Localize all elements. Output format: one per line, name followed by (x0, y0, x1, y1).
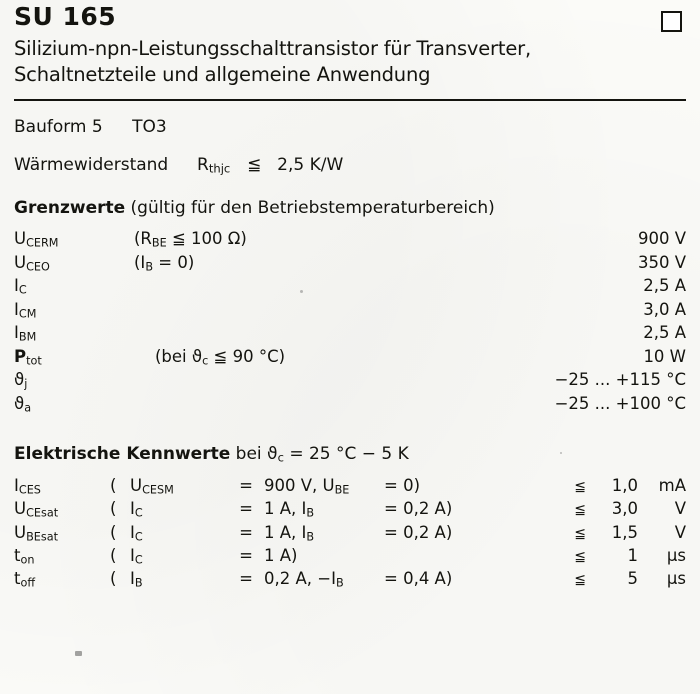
table-row (14, 228, 686, 251)
param-paren: ( (110, 545, 117, 565)
limit-condition: ($R_{BE}$ ≦ 100 Ω) (134, 229, 247, 250)
param-value: 1 (627, 545, 638, 565)
table-row (14, 474, 686, 497)
param-cond-2: 1 A, $I_B$ (264, 522, 315, 543)
limit-symbol: $I_{BM}$ (14, 323, 37, 344)
param-symbol: $I_{CES}$ (14, 475, 41, 497)
param-eq: = (239, 499, 253, 519)
limits-heading-bold: Grenzwerte (14, 197, 126, 218)
limit-symbol: $ϑ_j$ (14, 370, 28, 391)
param-value: 1,0 (611, 475, 638, 495)
scan-speck (300, 290, 303, 293)
bauform-row (14, 117, 686, 138)
param-symbol: $t_{on}$ (14, 545, 35, 567)
limit-condition (134, 275, 555, 298)
subtitle (14, 36, 686, 87)
bauform-value: TO3 (132, 117, 167, 138)
param-eq: = (239, 545, 253, 565)
table-row (14, 322, 686, 345)
limit-value: 2,5 A (643, 276, 686, 296)
limit-symbol: $I_{CM}$ (14, 299, 37, 321)
limit-symbol: $U_{CEO}$ (14, 252, 50, 274)
limit-condition (134, 392, 555, 415)
table-row (14, 392, 686, 415)
param-cond-2: 900 V, $U_{BE}$ (264, 475, 350, 497)
param-symbol: $U_{CEsat}$ (14, 499, 59, 520)
limits-table (14, 228, 686, 416)
general-section (14, 117, 686, 176)
param-value: 5 (627, 569, 638, 589)
param-cond-3: = 0,2 A) (384, 522, 453, 542)
thermal-resistance-label: Wärmewiderstand (14, 154, 169, 175)
limit-value: 10 W (643, 346, 686, 366)
param-unit: µs (666, 545, 686, 565)
subtitle-line-1: Silizium-npn-Leistungsschalttransistor für Transverter, (14, 37, 531, 60)
param-cmp: ≦ (574, 548, 586, 565)
param-paren: ( (110, 569, 117, 589)
param-cond-1: $I_C$ (130, 522, 143, 543)
param-value: 3,0 (611, 499, 638, 519)
subtitle-line-2: Schaltnetzteile und allgemeine Anwendung (14, 62, 431, 86)
param-cond-3: = 0,4 A) (384, 569, 453, 589)
header (14, 0, 686, 32)
param-symbol: $t_{off}$ (14, 569, 36, 590)
param-unit: V (674, 522, 686, 542)
limit-symbol: $P_{tot}$ (14, 346, 42, 368)
limit-condition (134, 369, 555, 392)
param-eq: = (239, 475, 253, 495)
limit-symbol: $U_{CERM}$ (14, 229, 59, 250)
param-symbol: $U_{BEsat}$ (14, 522, 58, 543)
param-cmp: ≦ (574, 525, 586, 542)
limit-value: 350 V (637, 252, 686, 272)
param-cmp: ≦ (574, 502, 586, 519)
table-row (14, 251, 686, 274)
limit-symbol: $ϑ_a$ (14, 393, 32, 415)
limit-condition (134, 322, 555, 345)
param-eq: = (239, 569, 253, 589)
limit-value: −25 ... +100 °C (554, 393, 686, 413)
param-unit: mA (658, 475, 686, 495)
limit-value: 900 V (637, 229, 686, 249)
table-row (14, 568, 686, 591)
limit-value: 3,0 A (643, 299, 686, 319)
param-cond-3 (384, 544, 560, 567)
limit-value: 2,5 A (643, 323, 686, 343)
param-paren: ( (110, 475, 117, 495)
electrical-table (14, 474, 686, 591)
param-cond-2: 1 A, $I_B$ (264, 499, 315, 520)
limits-heading (14, 198, 686, 218)
param-cond-1: $I_B$ (130, 569, 143, 590)
param-cond-2: 1 A) (264, 545, 298, 565)
thermal-resistance-symbol: $R_{thjc}$ (197, 154, 231, 176)
thermal-resistance-cmp: ≦ (247, 154, 262, 175)
electrical-heading-bold: Elektrische Kennwerte (14, 443, 231, 464)
param-paren: ( (110, 522, 117, 542)
table-row (14, 275, 686, 298)
table-row (14, 345, 686, 368)
param-cond-1: $U_{CESM}$ (130, 475, 174, 497)
param-cond-3: = 0,2 A) (384, 499, 453, 519)
electrical-heading (14, 444, 686, 465)
table-row (14, 498, 686, 521)
limit-symbol: $I_C$ (14, 276, 27, 297)
limits-heading-normal: (gültig für den Betriebstemperaturbereich) (130, 197, 495, 218)
param-cmp: ≦ (574, 572, 586, 589)
param-cond-2: 0,2 A, $-I_B$ (264, 569, 344, 590)
bauform-label: Bauform 5 (14, 117, 103, 138)
scan-speck (560, 452, 562, 454)
table-row (14, 369, 686, 392)
param-cond-1: $I_C$ (130, 545, 143, 567)
limit-condition: $(I_B = 0)$ (134, 252, 195, 274)
param-eq: = (239, 522, 253, 542)
limit-condition: (bei $ϑ_c$ ≦ 90 °C) (134, 346, 286, 368)
param-paren: ( (110, 499, 117, 519)
table-row (14, 298, 686, 321)
square-package-icon (661, 11, 682, 32)
param-unit: V (674, 499, 686, 519)
param-value: 1,5 (611, 522, 638, 542)
param-unit: µs (666, 569, 686, 589)
table-row (14, 544, 686, 567)
param-cmp: ≦ (574, 478, 586, 495)
param-cond-3: = 0) (384, 475, 421, 495)
param-cond-1: $I_C$ (130, 499, 143, 520)
limit-condition (134, 298, 555, 321)
electrical-heading-normal: bei $ϑ_c = 25$ °C − 5 K (235, 443, 409, 465)
page-title: SU 165 (14, 2, 117, 31)
thermal-resistance-value: 2,5 K/W (277, 154, 344, 175)
limit-value: −25 ... +115 °C (554, 370, 686, 390)
table-row (14, 521, 686, 544)
scan-speck (75, 651, 82, 656)
thermal-resistance-row (14, 155, 686, 176)
header-divider (14, 99, 686, 101)
